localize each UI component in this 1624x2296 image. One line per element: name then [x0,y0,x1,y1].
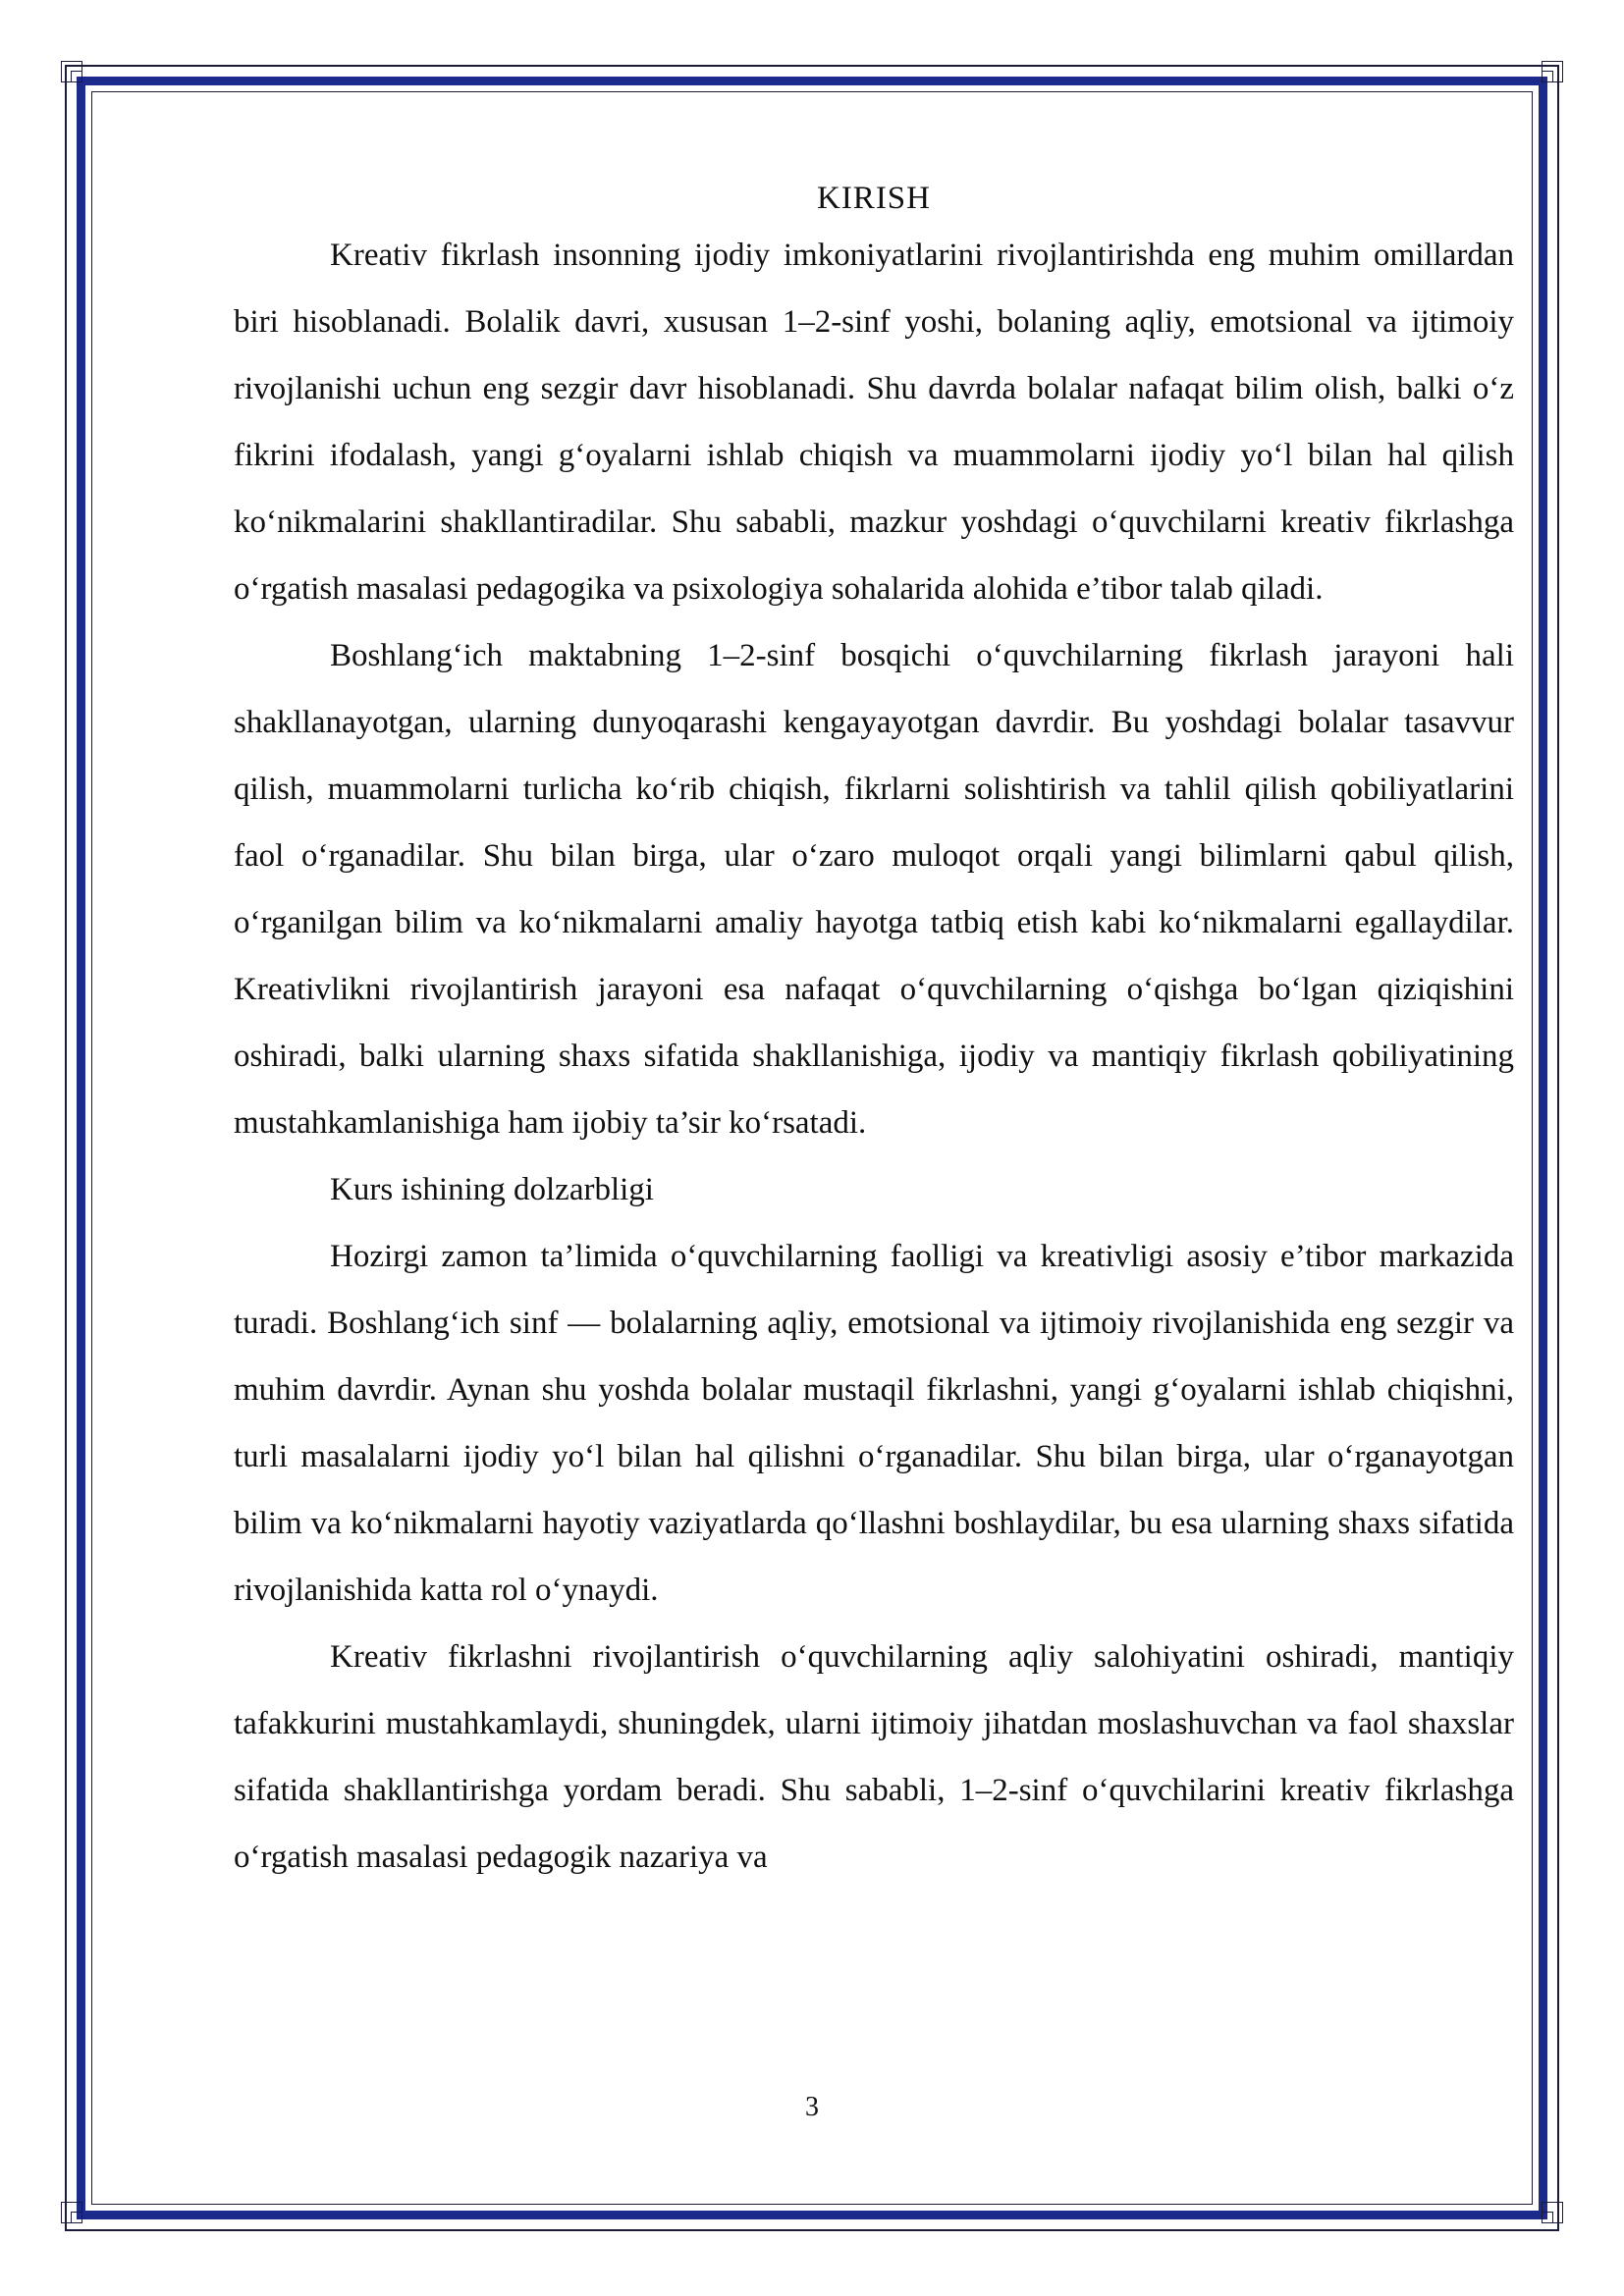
paragraph-primary-school: Boshlang‘ich maktabning 1–2-sinf bosqichi o‘quvchilarning fikrlash jarayoni hali shakllanayotgan, ularning dunyoqarashi kengayayotgan davrdir. Bu yoshdagi bolalar tasavvur qilish, muammolarni turlicha ko‘rib chiqish, fikrlarni solishtirish va tahlil qilish qobiliyatlarini faol o‘rganadilar. Shu bilan birga, ular o‘zaro muloqot orqali yangi bilimlarni qabul qilish, o‘rganilgan bilim va ko‘nikmalarni amaliy hayotga tatbiq etish kabi ko‘nikmalarni egallaydilar. Kreativlikni rivojlantirish jarayoni esa nafaqat o‘quvchilarning o‘qishga bo‘lgan qiziqishini oshiradi, balki ularning shaxs sifatida shakllanishiga, ijodiy va mantiqiy fikrlash qobiliyatining mustahkamlanishiga ham ijobiy ta’sir ko‘rsatadi. [234,638,1514,1141]
page-content [234,175,1514,1891]
paragraph-intro: Kreativ fikrlash insonning ijodiy imkoniyatlarini rivojlantirishda eng muhim omillardan biri hisoblanadi. Bolalik davri, xususan 1–2-sinf yoshi, bolaning aqliy, emotsional va ijtimoiy rivojlanishi uchun eng sezgir davr hisoblanadi. Shu davrda bolalar nafaqat bilim olish, balki o‘z fikrini ifodalash, yangi g‘oyalarni ishlab chiqish va muammolarni ijodiy yo‘l bilan hal qilish ko‘nikmalarini shakllantiradilar. Shu sababli, mazkur yoshdagi o‘quvchilarni kreativ fikrlashga o‘rgatish masalasi pedagogika va psixologiya sohalarida alohida e’tibor talab qiladi. [234,238,1514,607]
page-number: 3 [805,2092,819,2122]
section-heading: KIRISH [816,181,931,216]
paragraph-creative-thinking: Kreativ fikrlashni rivojlantirish o‘quvchilarning aqliy salohiyatini oshiradi, mantiqiy tafakkurini mustahkamlaydi, shuningdek, ularni ijtimoiy jihatdan moslashuvchan va faol shaxslar sifatida shakllantirishga yordam beradi. Shu sababli, 1–2-sinf o‘quvchilarini kreativ fikrlashga o‘rgatish masalasi pedagogik nazariya va [234,1639,1514,1875]
corner-ornament-bottom-right [1530,2202,1563,2235]
paragraph-modern-education: Hozirgi zamon ta’limida o‘quvchilarning faolligi va kreativligi asosiy e’tibor markazida turadi. Boshlang‘ich sinf — bolalarning aqliy, emotsional va ijtimoiy rivojlanishida eng sezgir va muhim davrdir. Aynan shu yoshda bolalar mustaqil fikrlashni, yangi g‘oyalarni ishlab chiqishni, turli masalalarni ijodiy yo‘l bilan hal qilishni o‘rganadilar. Shu bilan birga, ular o‘rganayotgan bilim va ko‘nikmalarni hayotiy vaziyatlarda qo‘llashni boshlaydilar, bu esa ularning shaxs sifatida rivojlanishida katta rol o‘ynaydi. [234,1239,1514,1608]
corner-ornament-top-right [1530,61,1563,94]
subheading-relevance: Kurs ishining dolzarbligi [330,1172,654,1207]
corner-ornament-bottom-left [61,2202,94,2235]
corner-ornament-top-left [61,61,94,94]
